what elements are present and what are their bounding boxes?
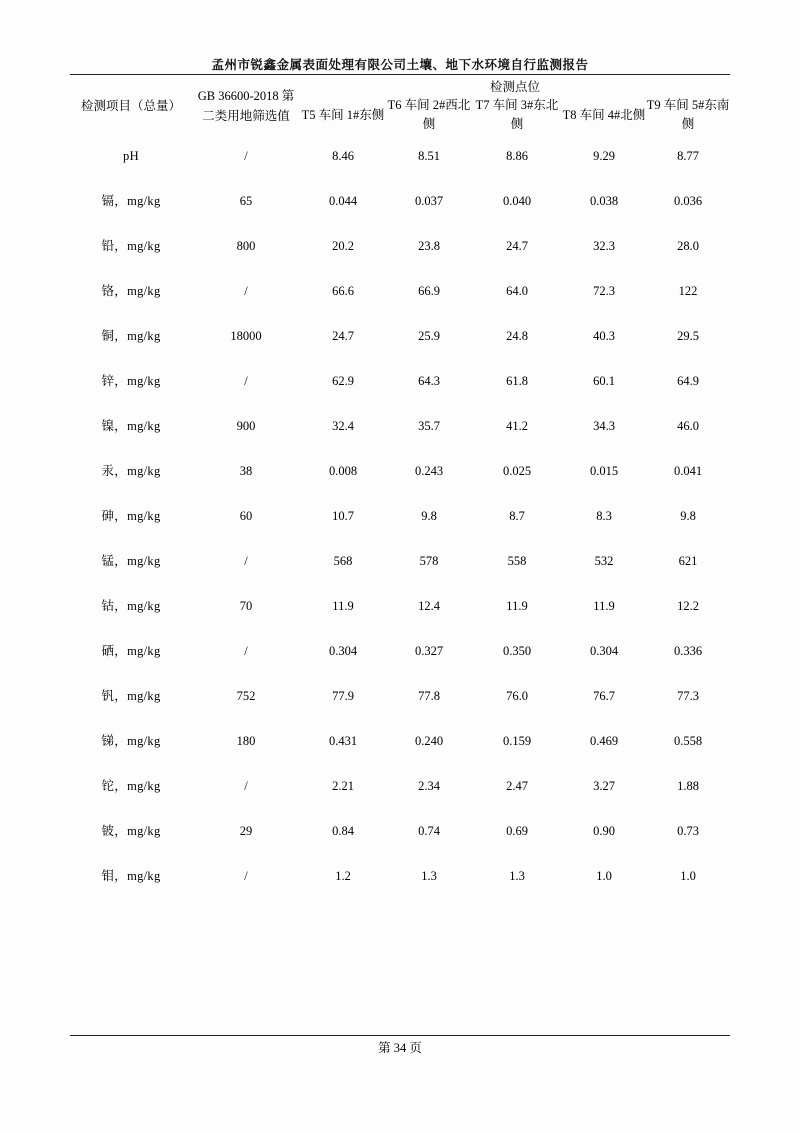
row-item-label: 镉，mg/kg [101,194,161,209]
row-value-5: 28.0 [677,239,699,254]
row-value-4: 0.038 [589,194,619,209]
row-value-3: 0.040 [502,194,532,209]
row-value-3: 8.7 [509,509,525,524]
row-item-label: 钒，mg/kg [101,689,161,704]
header-cell-point-2: T6 车间 2#西北侧 [387,98,471,131]
row-value-4: 76.7 [593,689,615,704]
table-row [70,764,730,809]
row-value-2: 12.4 [418,599,440,614]
row-value-3: 1.3 [509,869,525,884]
row-value-1: 1.2 [335,869,351,884]
row-value-5: 77.3 [677,689,699,704]
row-value-3: 0.69 [506,824,528,839]
row-standard-value: 65 [239,194,253,209]
row-item-label: 铍，mg/kg [101,824,161,839]
row-item-label: 铜，mg/kg [101,329,161,344]
header-divider [70,74,730,75]
report-table [70,78,730,899]
table-row [70,539,730,584]
row-standard-value: 18000 [230,329,262,344]
header-cell-point-3: T7 车间 3#东北侧 [475,98,559,131]
table-row [70,854,730,899]
row-value-4: 72.3 [593,284,615,299]
row-value-1: 11.9 [332,599,354,614]
row-value-2: 1.3 [421,869,437,884]
row-standard-value: / [244,374,248,389]
row-item-label: 锑，mg/kg [101,734,161,749]
table-row [70,809,730,854]
table-header-row-group [70,78,730,96]
row-standard-value: / [244,644,248,659]
row-value-2: 77.8 [418,689,440,704]
table-row [70,179,730,224]
table-row [70,269,730,314]
row-value-2: 2.34 [418,779,440,794]
row-value-3: 11.9 [506,599,528,614]
table-row [70,494,730,539]
row-item-label: pH [123,149,139,164]
row-value-4: 40.3 [593,329,615,344]
table-row [70,719,730,764]
report-table-container [70,78,730,899]
row-value-5: 64.9 [677,374,699,389]
row-value-5: 1.0 [680,869,696,884]
page-header-title: 孟州市锐鑫金属表面处理有限公司土壤、地下水环境自行监测报告 [211,58,589,72]
row-value-2: 66.9 [418,284,440,299]
row-item-label: 锌，mg/kg [101,374,161,389]
row-value-3: 0.025 [502,464,532,479]
row-value-1: 0.008 [328,464,358,479]
row-standard-value: 800 [236,239,256,254]
row-value-4: 11.9 [593,599,615,614]
row-standard-value: / [244,149,248,164]
row-value-2: 0.327 [414,644,444,659]
row-value-5: 0.558 [673,734,703,749]
row-value-1: 0.84 [332,824,354,839]
row-value-5: 122 [678,284,698,299]
row-value-4: 34.3 [593,419,615,434]
table-row [70,404,730,449]
row-item-label: 砷，mg/kg [101,509,161,524]
row-value-2: 578 [419,554,439,569]
row-value-1: 568 [333,554,353,569]
row-value-2: 23.8 [418,239,440,254]
table-row [70,359,730,404]
row-value-5: 29.5 [677,329,699,344]
row-value-2: 25.9 [418,329,440,344]
row-value-4: 32.3 [593,239,615,254]
row-value-4: 8.3 [596,509,612,524]
row-value-2: 9.8 [421,509,437,524]
row-value-3: 61.8 [506,374,528,389]
row-value-1: 0.304 [328,644,358,659]
row-standard-value: / [244,779,248,794]
row-value-2: 0.037 [414,194,444,209]
row-value-4: 3.27 [593,779,615,794]
row-value-1: 0.044 [328,194,358,209]
header-cell-item: 检测项目（总量） [80,98,181,113]
row-value-5: 46.0 [677,419,699,434]
row-value-3: 64.0 [506,284,528,299]
row-item-label: 硒，mg/kg [101,644,161,659]
row-value-1: 62.9 [332,374,354,389]
row-value-4: 1.0 [596,869,612,884]
table-row [70,134,730,179]
row-value-3: 0.159 [502,734,532,749]
row-value-5: 0.336 [673,644,703,659]
row-item-label: 镍，mg/kg [101,419,161,434]
row-value-5: 12.2 [677,599,699,614]
table-row [70,224,730,269]
table-row [70,629,730,674]
row-standard-value: 900 [236,419,256,434]
row-value-3: 558 [507,554,527,569]
table-row [70,674,730,719]
row-standard-value: 38 [239,464,253,479]
row-value-5: 0.036 [673,194,703,209]
row-value-2: 35.7 [418,419,440,434]
row-value-1: 66.6 [332,284,354,299]
row-value-4: 0.304 [589,644,619,659]
page-footer: 第 34 页 [378,1041,422,1055]
row-item-label: 钴，mg/kg [101,599,161,614]
row-standard-value: 752 [236,689,256,704]
row-value-2: 0.74 [418,824,440,839]
row-value-3: 41.2 [506,419,528,434]
header-cell-point-4: T8 车间 4#北侧 [562,107,646,122]
row-standard-value: 60 [239,509,253,524]
row-standard-value: 29 [239,824,253,839]
row-item-label: 铊，mg/kg [101,779,161,794]
row-value-3: 0.350 [502,644,532,659]
row-value-5: 8.77 [677,149,699,164]
row-item-label: 锰，mg/kg [101,554,161,569]
row-value-5: 0.041 [673,464,703,479]
row-standard-value: / [244,554,248,569]
row-value-2: 8.51 [418,149,440,164]
row-value-1: 77.9 [332,689,354,704]
row-value-2: 0.240 [414,734,444,749]
row-value-1: 8.46 [332,149,354,164]
row-value-5: 0.73 [677,824,699,839]
row-value-3: 24.8 [506,329,528,344]
row-item-label: 钼，mg/kg [101,869,161,884]
row-standard-value: / [244,869,248,884]
table-row [70,449,730,494]
row-value-4: 0.015 [589,464,619,479]
row-item-label: 铅，mg/kg [101,239,161,254]
row-value-1: 20.2 [332,239,354,254]
row-standard-value: 180 [236,734,256,749]
row-value-1: 24.7 [332,329,354,344]
header-cell-point-1: T5 车间 1#东侧 [301,107,385,122]
row-value-4: 9.29 [593,149,615,164]
row-value-4: 60.1 [593,374,615,389]
row-value-4: 532 [594,554,614,569]
row-value-2: 64.3 [418,374,440,389]
row-value-2: 0.243 [414,464,444,479]
row-standard-value: / [244,284,248,299]
row-value-5: 1.88 [677,779,699,794]
footer-divider [70,1035,730,1036]
row-standard-value: 70 [239,599,253,614]
header-cell-point-5: T9 车间 5#东南侧 [646,98,730,131]
row-value-5: 621 [678,554,698,569]
row-value-3: 24.7 [506,239,528,254]
row-value-3: 76.0 [506,689,528,704]
row-value-1: 2.21 [332,779,354,794]
row-value-3: 8.86 [506,149,528,164]
row-item-label: 铬，mg/kg [101,284,161,299]
row-value-4: 0.469 [589,734,619,749]
header-cell-standard: GB 36600-2018 第二类用地筛选值 [197,88,295,123]
table-row [70,584,730,629]
row-value-4: 0.90 [593,824,615,839]
row-item-label: 汞，mg/kg [101,464,161,479]
row-value-1: 10.7 [332,509,354,524]
row-value-1: 32.4 [332,419,354,434]
table-row [70,314,730,359]
row-value-3: 2.47 [506,779,528,794]
row-value-5: 9.8 [680,509,696,524]
row-value-1: 0.431 [328,734,358,749]
header-cell-points-group: 检测点位 [490,80,541,94]
